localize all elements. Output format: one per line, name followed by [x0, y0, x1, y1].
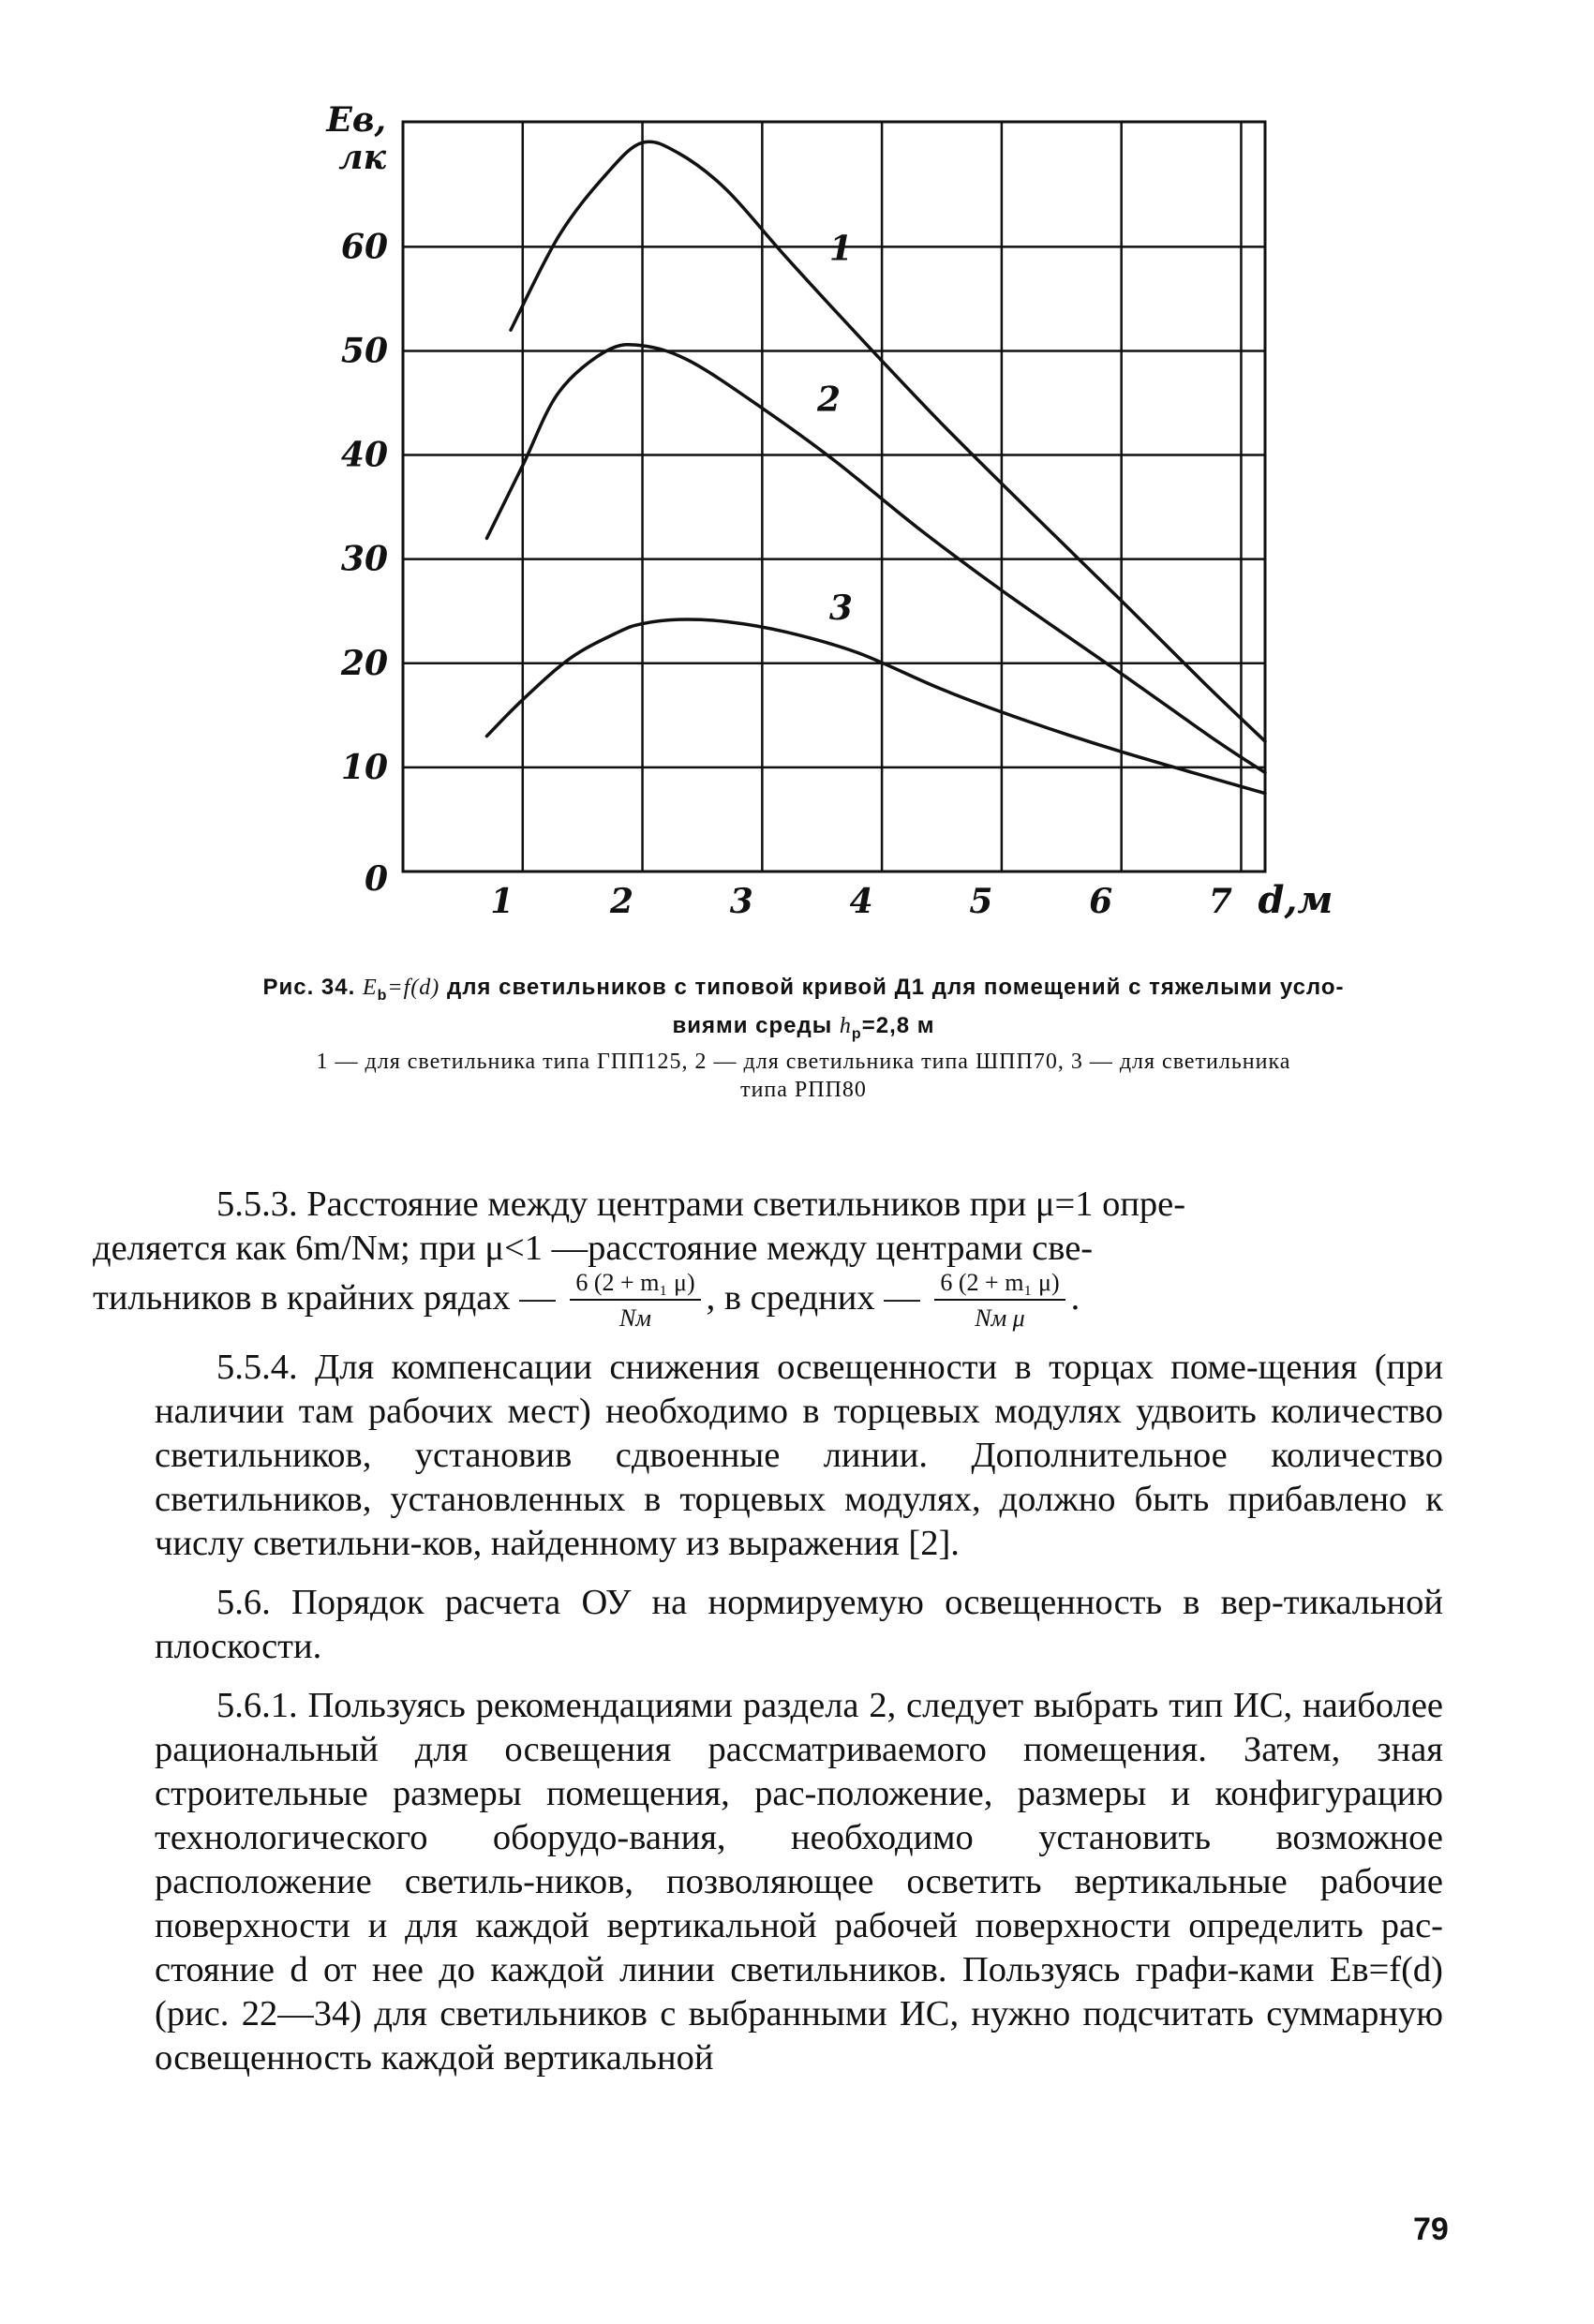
chart-labels	[325, 100, 1333, 922]
caption-prefix: Рис. 34.	[262, 975, 356, 1000]
y-axis-label-line-1: Eв,	[326, 100, 386, 140]
y-tick-50: 50	[340, 331, 388, 371]
caption-line2: виями среды	[672, 1012, 833, 1038]
fraction-edge-rows	[570, 1271, 700, 1331]
y-tick-20: 20	[340, 643, 388, 683]
x-tick-7: 7	[1208, 882, 1232, 921]
x-tick-3: 3	[729, 882, 753, 921]
illuminance-chart	[309, 94, 1333, 937]
p553-line3	[93, 1271, 1080, 1331]
y-axis-label-line-2: лк	[338, 138, 386, 177]
caption-formula-h-sub: p	[851, 1025, 862, 1042]
x-tick-5: 5	[969, 882, 993, 921]
y-tick-60: 60	[340, 227, 388, 267]
curve-label-2: 2	[817, 380, 842, 420]
curve-1	[511, 142, 1265, 741]
caption-formula-h: h	[839, 1013, 852, 1038]
fraction-edge-num: 6 (2 + m₁ μ)	[570, 1271, 700, 1301]
p553-line1: 5.5.3. Расстояние между центрами светильников при μ=1 опре-	[216, 1184, 1186, 1224]
fraction-middle-den: Nм μ	[975, 1304, 1025, 1332]
y-tick-10: 10	[340, 747, 388, 787]
figure-legend	[155, 1048, 1452, 1104]
fraction-middle-rows	[934, 1271, 1065, 1331]
paragraph-5-6-1: 5.6.1. Пользуясь рекомендациями раздела 2, следует выбрать тип ИС, наиболее рациональный для освещения рассматриваемого помещения. Затем, зная строительные размеры помещения, рас-положение, размеры и конфигурацию технологического оборудо-вания, необходимо установить возможное расположение светиль-ников, позволяющее осветить вертикальные рабочие поверхности и для каждой вертикальной рабочей поверхности определить рас-стояние d от нее до каждой линии светильников. Пользуясь графи-ками Eв=f(d) (рис. 22—34) для светильников с выбранными ИС, нужно подсчитать суммарную освещенность каждой вертикальной	[155, 1686, 1443, 2078]
caption-formula-e: E	[362, 976, 378, 1000]
paragraph-5-5-3	[93, 1183, 1443, 1332]
figure-caption	[155, 973, 1452, 1050]
y-tick-0: 0	[364, 859, 388, 899]
p553-line3-mid: , в средних —	[706, 1277, 920, 1318]
p553-line3-pre: тильников в крайних рядах —	[93, 1277, 556, 1318]
chart-curves	[486, 142, 1265, 794]
y-tick-30: 30	[340, 539, 388, 579]
curve-label-1: 1	[828, 229, 853, 269]
x-tick-1: 1	[490, 882, 514, 921]
curve-label-3: 3	[828, 588, 853, 628]
x-tick-6: 6	[1089, 882, 1113, 921]
legend-line2: типа РПП80	[740, 1078, 867, 1102]
fraction-edge-den: Nм	[619, 1304, 651, 1332]
body-text	[93, 1183, 1443, 2080]
x-tick-2: 2	[610, 882, 634, 921]
legend-line1: 1 — для светильника типа ГПП125, 2 — для светильника типа ШПП70, 3 — для светильника	[316, 1050, 1291, 1074]
x-tick-4: 4	[849, 882, 873, 921]
fraction-middle-num: 6 (2 + m₁ μ)	[934, 1271, 1065, 1301]
p553-line2: деляется как 6m/Nм; при μ<1 —расстояние между центрами све-	[93, 1229, 1094, 1268]
caption-formula-e-sub: b	[377, 987, 388, 1004]
paragraph-5-6: 5.6. Порядок расчета ОУ на нормируемую освещенность в вер-тикальной плоскости.	[155, 1583, 1443, 1666]
p553-line3-end: .	[1070, 1277, 1080, 1318]
caption-formula-h-rest: =2,8 м	[861, 1012, 935, 1038]
y-tick-40: 40	[340, 435, 388, 475]
page-number: 79	[1413, 2212, 1449, 2247]
caption-formula-e-rest: =f(d)	[387, 976, 440, 1000]
paragraph-5-5-4: 5.5.4. Для компенсации снижения освещенности в торцах поме-щения (при наличии там рабочих мест) необходимо в торцевых модулях удвоить количество светильников, установив сдвоенные линии. Дополнительное количество светильников, установленных в торцевых модулях, должно быть прибавлено к числу светильни-ков, найденному из выражения [2].	[155, 1348, 1443, 1563]
x-axis-label: d,м	[1258, 878, 1333, 922]
caption-line1: для светильников с типовой кривой Д1 для помещений с тяжелыми усло-	[446, 975, 1345, 1000]
